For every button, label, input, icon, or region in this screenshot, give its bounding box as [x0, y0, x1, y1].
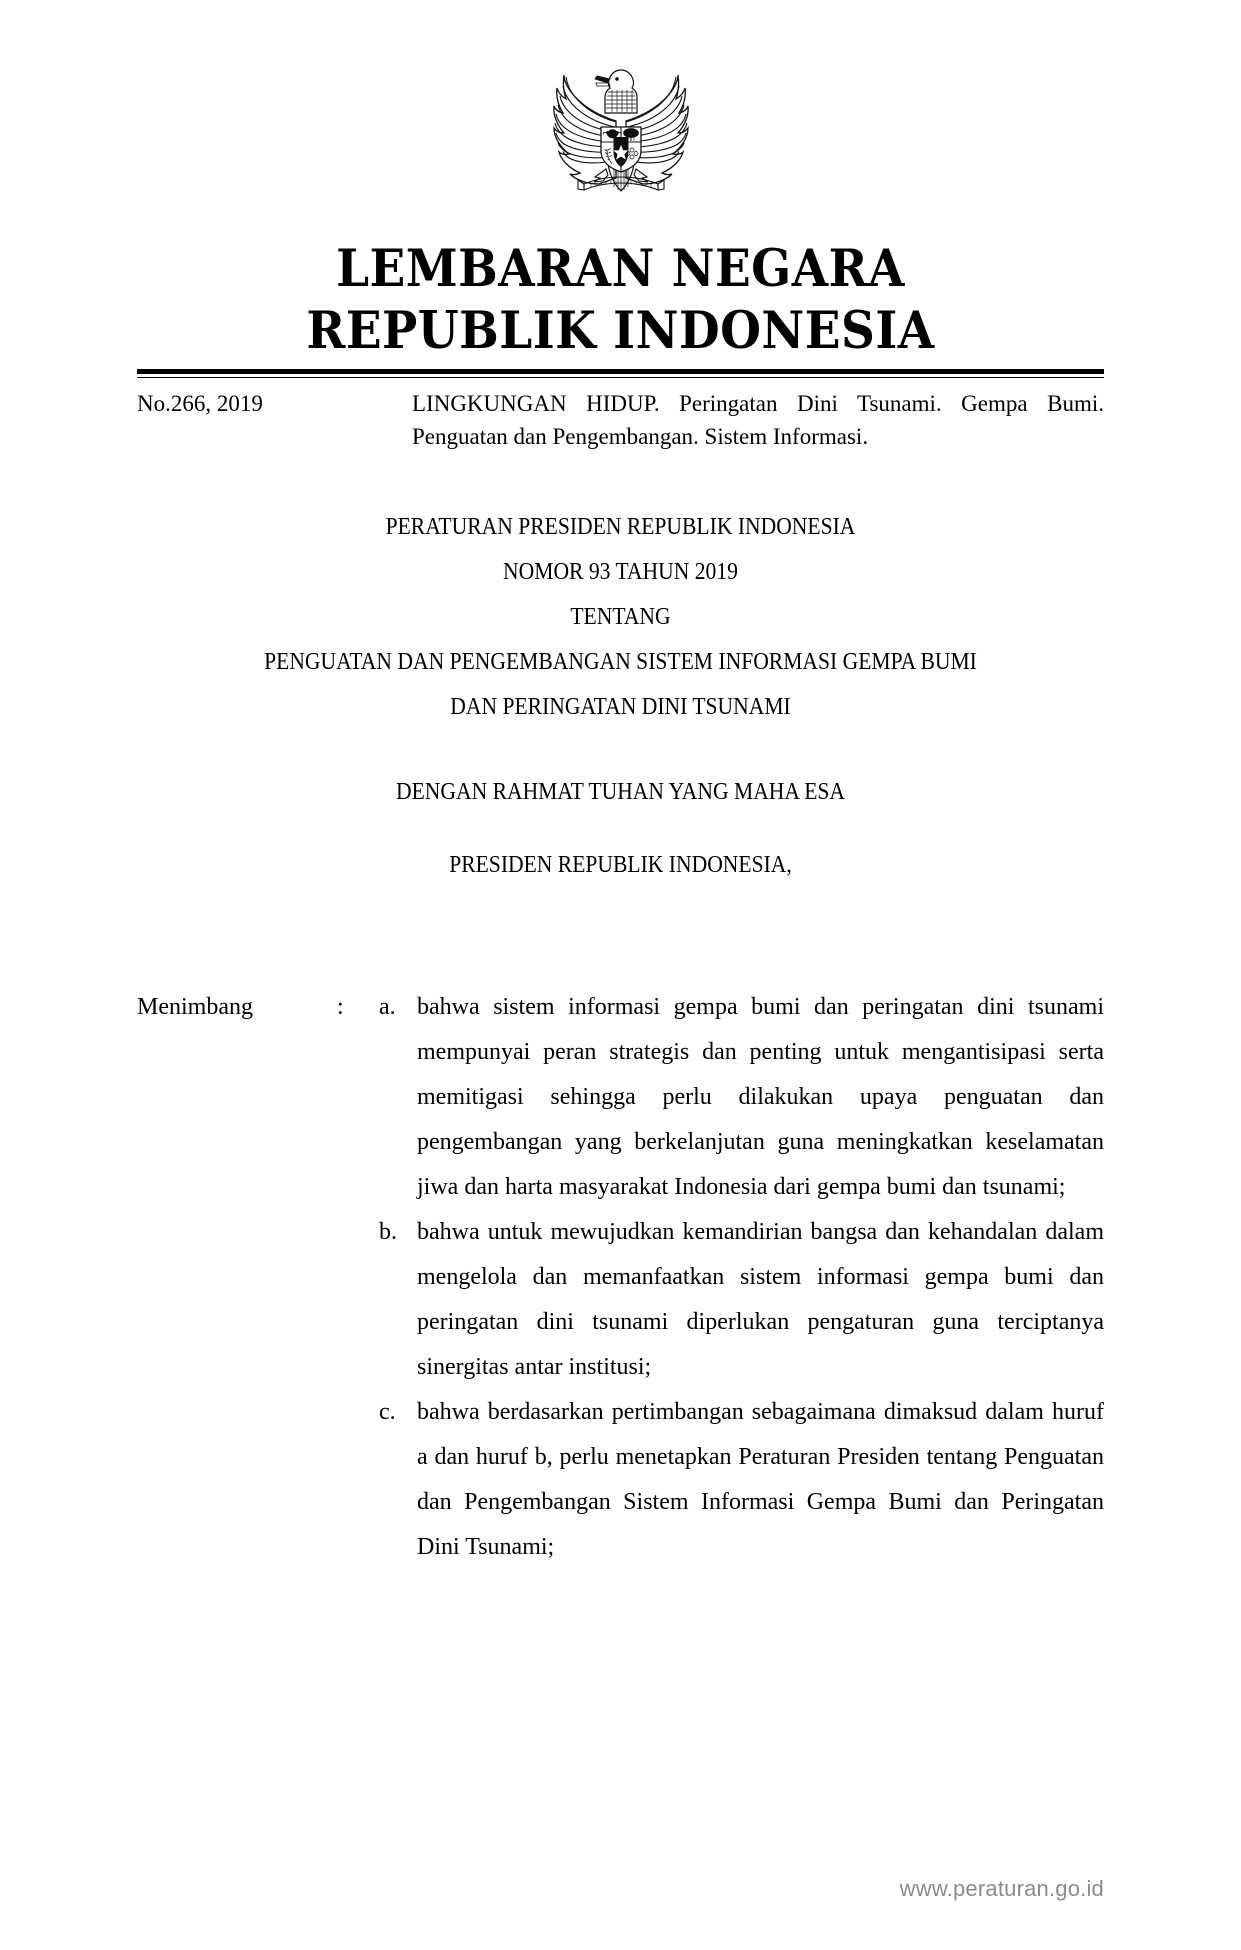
- regulation-about-label: TENTANG: [570, 604, 671, 630]
- regulation-subject-line-1: PENGUATAN DAN PENGEMBANGAN SISTEM INFORMASI GEMPA BUMI: [264, 649, 977, 675]
- header-rule-thick: [137, 369, 1104, 374]
- considerations-list: [379, 985, 1104, 1570]
- title-block: [90, 505, 1151, 888]
- masthead-line-1: LEMBARAN NEGARA: [336, 239, 905, 299]
- list-item-marker: a.: [379, 994, 396, 1020]
- footer-watermark: www.peraturan.go.id: [899, 1876, 1104, 1901]
- catalog-header-row: [137, 387, 1104, 453]
- list-item: [379, 1390, 1104, 1570]
- considerations-row: [137, 985, 1104, 1570]
- list-item-text: bahwa untuk mewujudkan kemandirian bangsa dan kehandalan dalam mengelola dan memanfaatkan sistem informasi gempa bumi dan peringatan dini tsunami diperlukan pengaturan guna terciptanya sinergitas antar institusi;: [417, 1219, 1104, 1380]
- considerations-section: [137, 985, 1104, 1570]
- list-item-marker: c.: [379, 1399, 396, 1425]
- regulation-authority: PERATURAN PRESIDEN REPUBLIK INDONESIA: [385, 514, 856, 540]
- list-item-text: bahwa sistem informasi gempa bumi dan peringatan dini tsunami mempunyai peran strategis dan penting untuk mengantisipasi serta memitigasi sehingga perlu dilakukan upaya penguatan dan pengembangan yang berkelanjutan guna meningkatkan keselamatan jiwa dan harta masyarakat Indonesia dari gempa bumi dan tsunami;: [417, 994, 1104, 1200]
- signatory-line: PRESIDEN REPUBLIK INDONESIA,: [449, 852, 792, 878]
- list-item-text: bahwa berdasarkan pertimbangan sebagaimana dimaksud dalam huruf a dan huruf b, perlu menetapkan Peraturan Presiden tentang Penguatan dan Pengembangan Sistem Informasi Gempa Bumi dan Peringatan Dini Tsunami;: [417, 1399, 1104, 1560]
- regulation-subject-line-2: DAN PERINGATAN DINI TSUNAMI: [450, 694, 791, 720]
- gazette-subject: LINGKUNGAN HIDUP. Peringatan Dini Tsunami. Gempa Bumi. Penguatan dan Pengembangan. Sistem Informasi.: [412, 391, 1104, 449]
- blessing-line: DENGAN RAHMAT TUHAN YANG MAHA ESA: [395, 779, 846, 805]
- gazette-number: No.266, 2019: [137, 391, 263, 416]
- considerations-label: Menimbang: [137, 994, 253, 1020]
- masthead: [0, 238, 1241, 362]
- regulation-number: NOMOR 93 TAHUN 2019: [503, 559, 738, 585]
- list-item-marker: b.: [379, 1219, 397, 1245]
- list-item: [379, 985, 1104, 1210]
- considerations-colon: :: [337, 994, 344, 1020]
- masthead-line-2: REPUBLIK INDONESIA: [306, 301, 935, 361]
- header-rule-thin: [137, 377, 1104, 378]
- emblem-container: [0, 52, 1241, 209]
- list-item: [379, 1210, 1104, 1390]
- garuda-pancasila-emblem: [541, 52, 701, 204]
